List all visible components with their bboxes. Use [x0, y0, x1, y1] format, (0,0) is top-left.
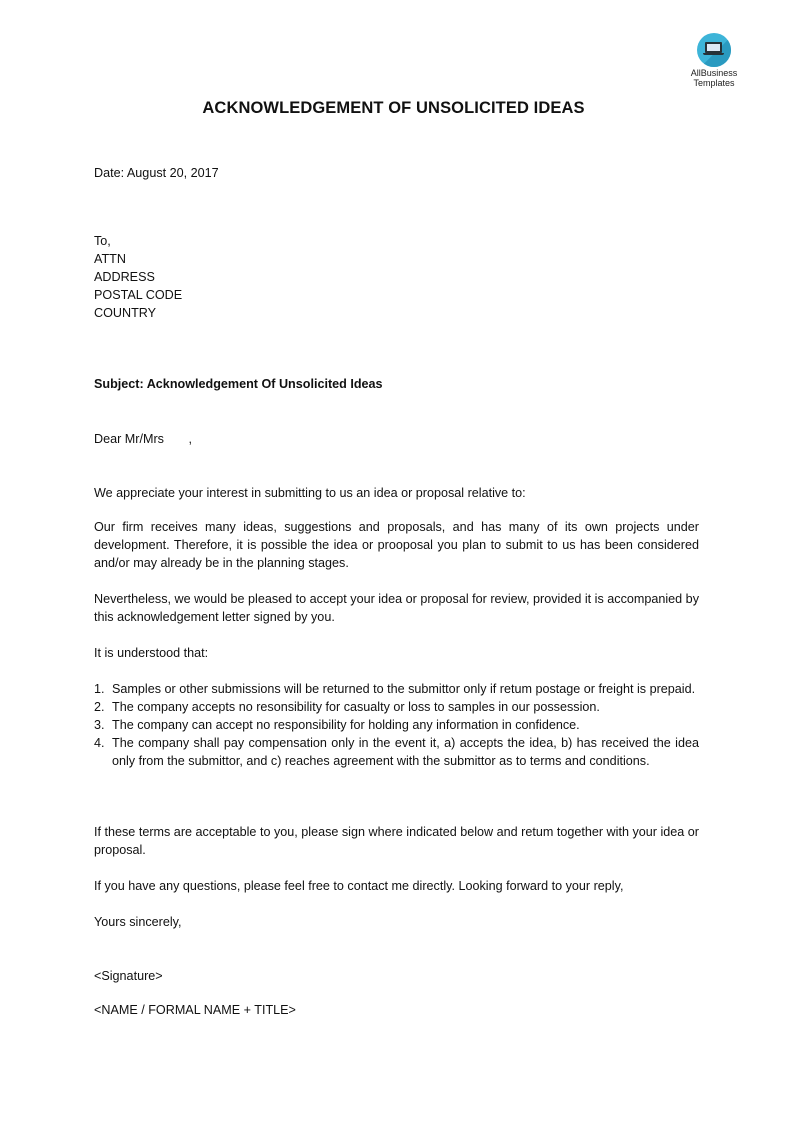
condition-item — [94, 734, 699, 770]
acceptance-paragraph: Nevertheless, we would be pleased to accept your idea or proposal for review, provided it is accompanied by this acknowledgement letter signed by you. — [94, 592, 699, 624]
letter-date: Date: August 20, 2017 — [94, 166, 219, 180]
condition-text: The company can accept no responsibility for holding any information in confidence. — [112, 718, 580, 732]
condition-number: 3. — [94, 718, 105, 732]
signature-placeholder: <Signature> — [94, 969, 163, 983]
condition-item — [94, 680, 699, 698]
firm-paragraph: Our firm receives many ideas, suggestions and proposals, and has many of its own projects under development. Therefore, it is possible the idea or prooposal you plan to submit to us has been considered and/or may already be in the planning stages. — [94, 520, 699, 570]
name-title-placeholder: <NAME / FORMAL NAME + TITLE> — [94, 1003, 296, 1017]
salutation: Dear Mr/Mrs , — [94, 432, 192, 446]
contact-paragraph: If you have any questions, please feel free to contact me directly. Looking forward to your reply, — [94, 879, 624, 893]
condition-number: 4. — [94, 736, 105, 750]
intro-paragraph: We appreciate your interest in submitting to us an idea or proposal relative to: — [94, 486, 526, 500]
logo-line-1: AllBusiness — [690, 68, 738, 78]
allbusiness-logo — [684, 33, 744, 88]
recipient-to: To, — [94, 234, 111, 248]
recipient-postal-code: POSTAL CODE — [94, 288, 183, 302]
subject-line: Subject: Acknowledgement Of Unsolicited Ideas — [94, 377, 383, 391]
recipient-country: COUNTRY — [94, 306, 157, 320]
conditions-list — [94, 680, 699, 770]
condition-text: The company shall pay compensation only in the event it, a) accepts the idea, b) has received the idea only from the submittor, and c) reaches agreement with the submittor as to terms and conditions. — [112, 736, 699, 768]
terms-paragraph: If these terms are acceptable to you, please sign where indicated below and retum together with your idea or proposal. — [94, 825, 699, 857]
laptop-icon — [697, 33, 731, 67]
document-title: ACKNOWLEDGEMENT OF UNSOLICITED IDEAS — [202, 99, 585, 117]
understood-paragraph: It is understood that: — [94, 646, 209, 660]
logo-line-2: Templates — [693, 78, 735, 88]
recipient-attn: ATTN — [94, 252, 126, 266]
condition-text: Samples or other submissions will be returned to the submittor only if retum postage or freight is prepaid. — [112, 682, 696, 696]
condition-item — [94, 716, 699, 734]
sign-off: Yours sincerely, — [94, 915, 182, 929]
logo-text — [684, 68, 744, 88]
condition-number: 1. — [94, 682, 105, 696]
condition-text: The company accepts no resonsibility for casualty or loss to samples in our possession. — [112, 700, 600, 714]
condition-item — [94, 698, 699, 716]
condition-number: 2. — [94, 700, 105, 714]
recipient-address: ADDRESS — [94, 270, 155, 284]
